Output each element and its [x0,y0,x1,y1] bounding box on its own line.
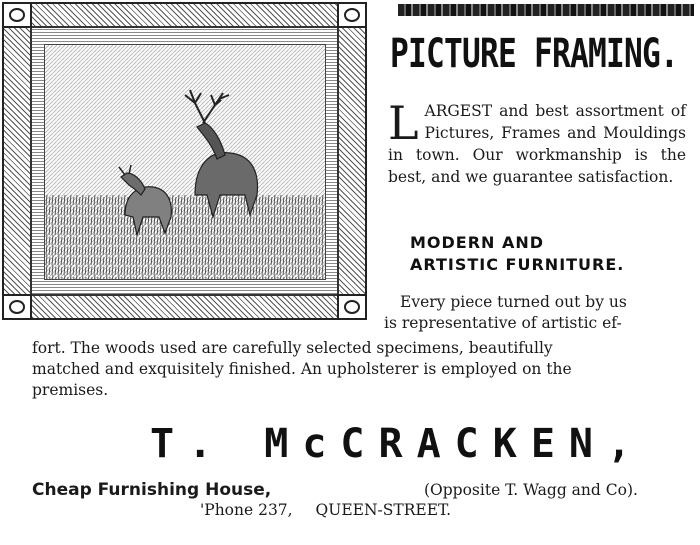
body-line: matched and exquisitely finished. An upholsterer is employed on the [32,360,572,378]
decorative-rule [398,4,694,16]
shop-name: Cheap Furnishing House, [32,480,272,500]
furniture-subheading [410,232,696,276]
stag-and-doe-engraving-icon [44,44,326,280]
dropcap-letter: L [388,96,419,150]
body-line: fort. The woods used are carefully selected specimens, beautifully [32,339,553,357]
intro-paragraph [388,96,686,188]
body-line: is representative of artistic ef- [384,314,622,332]
subhead-line: MODERN AND [410,233,545,252]
furniture-description [0,292,700,412]
frame-corner-ornament-icon [2,2,32,28]
subhead-line: ARTISTIC FURNITURE. [410,255,625,274]
picture-frame-illustration [2,2,367,320]
intro-text: ARGEST and best assortment of Pictures, Frames and Mouldings in town. Our workmanship is the best, and we guarantee satisfaction. [388,102,686,186]
street-address: QUEEN-STREET. [315,501,451,519]
merchant-name: T. McCRACKEN, [150,421,646,467]
body-line: Every piece turned out by us [400,293,627,311]
phone-number: 'Phone 237, [200,501,293,519]
location-note: (Opposite T. Wagg and Co). [424,481,638,499]
headline: PICTURE FRAMING. [390,31,679,77]
frame-corner-ornament-icon [337,2,367,28]
body-line: premises. [32,381,109,399]
address-line [200,498,540,522]
